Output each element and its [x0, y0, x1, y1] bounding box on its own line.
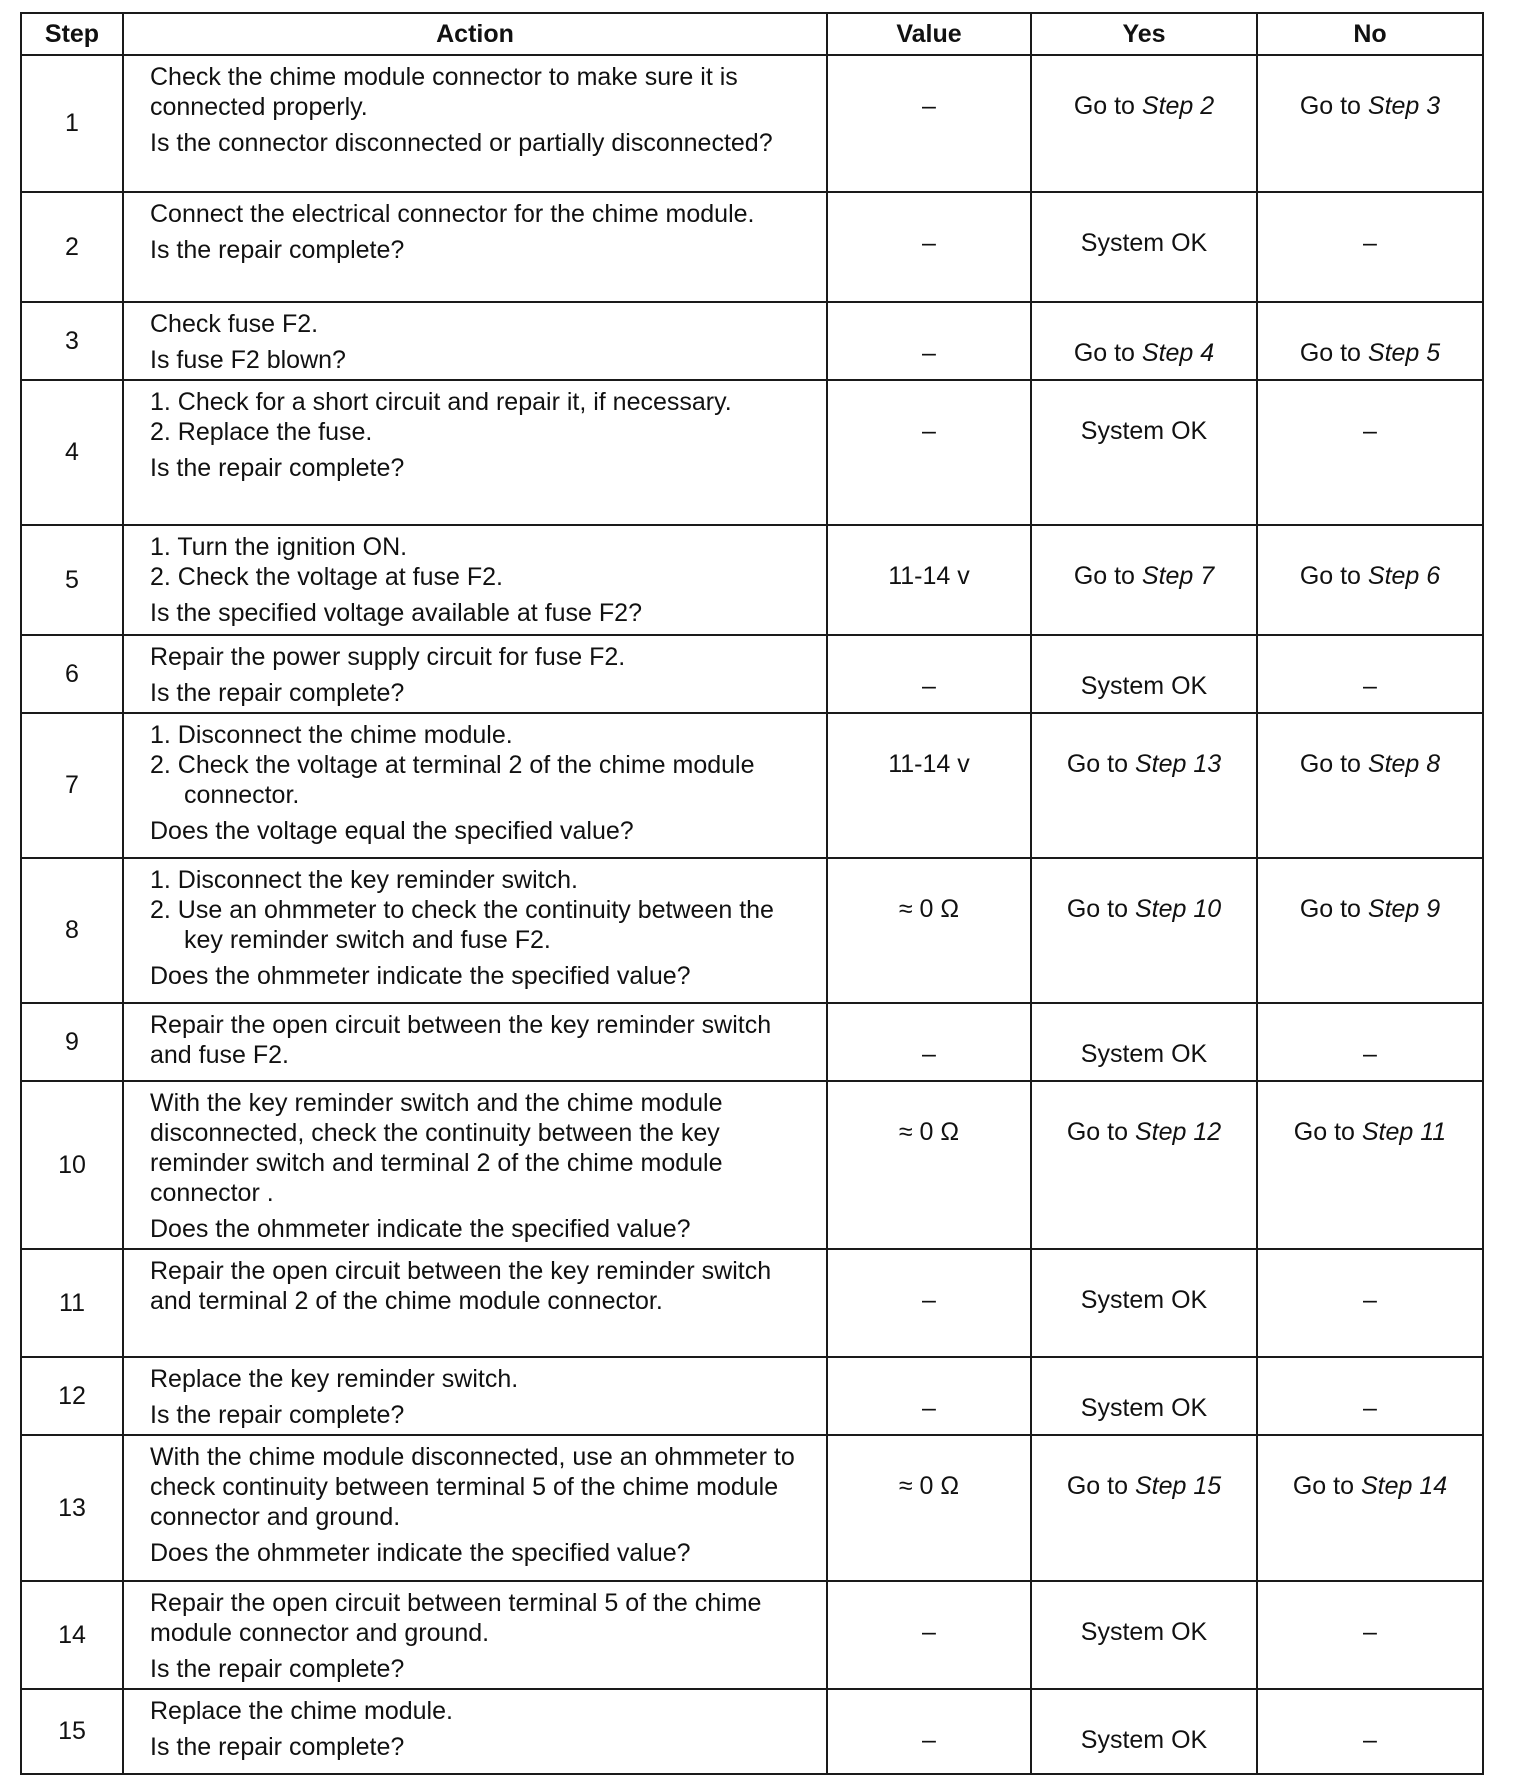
action-instruction: 1. Turn the ignition ON.: [150, 533, 408, 561]
no-cell-top: –: [1363, 1286, 1377, 1314]
action-instruction: Repair the open circuit between the key reminder switch and fuse F2.: [150, 1011, 772, 1069]
table-row: [21, 1081, 1483, 1249]
action-cell: [123, 713, 827, 858]
action-cell: [123, 1081, 827, 1249]
value-cell: [827, 1435, 1031, 1581]
yes-result: Go to: [1066, 1472, 1135, 1500]
value-cell: [827, 1249, 1031, 1357]
no-result: Go to: [1299, 895, 1368, 923]
value-text: –: [922, 1040, 936, 1068]
yes-result: System OK: [1080, 1394, 1208, 1422]
action-cell: [123, 302, 827, 380]
no-result: –: [1363, 1394, 1377, 1422]
value-cell: [827, 1581, 1031, 1689]
value-cell: [827, 1003, 1031, 1081]
yes-result: Go to: [1066, 1118, 1135, 1146]
yes-cell: [1031, 1435, 1257, 1581]
step-number: 12: [21, 1357, 123, 1435]
yes-step-ref: Step 12: [1134, 1118, 1222, 1146]
yes-result: System OK: [1080, 1726, 1208, 1754]
value-cell: [827, 1081, 1031, 1249]
table-row: [21, 1357, 1483, 1435]
yes-cell: [1031, 55, 1257, 192]
no-cell: [1257, 1249, 1483, 1357]
no-cell: [1257, 858, 1483, 1003]
step-number: 9: [21, 1003, 123, 1081]
no-cell: [1257, 1357, 1483, 1435]
value-cell: [827, 1689, 1031, 1774]
yes-step-ref: Step 4: [1141, 339, 1215, 367]
value-cell-top: –: [922, 1618, 936, 1646]
yes-cell: [1031, 380, 1257, 525]
no-result: –: [1363, 1040, 1377, 1068]
yes-result: System OK: [1080, 672, 1208, 700]
header-step: Step: [21, 13, 123, 55]
no-result: Go to: [1292, 1472, 1361, 1500]
action-instruction: Check fuse F2.: [150, 310, 319, 338]
no-cell: [1257, 1581, 1483, 1689]
no-cell: [1257, 713, 1483, 858]
yes-cell: [1031, 713, 1257, 858]
action-cell: [123, 380, 827, 525]
step-number: 7: [21, 713, 123, 858]
step-number: 13: [21, 1435, 123, 1581]
action-instruction: 2. Check the voltage at terminal 2 of the chime module connector.: [150, 751, 755, 809]
yes-step-ref: Step 7: [1141, 562, 1215, 590]
yes-cell: [1031, 858, 1257, 1003]
table-row: [21, 635, 1483, 713]
step-number: 1: [21, 55, 123, 192]
value-cell: [827, 635, 1031, 713]
no-cell-top: –: [1363, 229, 1377, 257]
no-step-ref: Step 3: [1367, 92, 1441, 120]
yes-step-ref: Step 2: [1141, 92, 1215, 120]
yes-result: System OK: [1080, 1040, 1208, 1068]
table-row: [21, 55, 1483, 192]
value-cell-top: –: [922, 1286, 936, 1314]
no-cell: [1257, 635, 1483, 713]
header-yes: Yes: [1031, 13, 1257, 55]
no-result: Go to: [1299, 562, 1368, 590]
yes-step-ref: Step 13: [1134, 750, 1222, 778]
value-cell: [827, 858, 1031, 1003]
action-cell: [123, 635, 827, 713]
yes-result: Go to: [1073, 562, 1142, 590]
table-row: [21, 380, 1483, 525]
value-cell-top: –: [922, 229, 936, 257]
no-result: Go to: [1293, 1118, 1362, 1146]
yes-cell: [1031, 302, 1257, 380]
action-instruction: Repair the power supply circuit for fuse F2.: [150, 643, 626, 671]
value-text: –: [922, 1726, 936, 1754]
table-body: [21, 55, 1483, 1774]
action-question: Does the ohmmeter indicate the specified value?: [150, 962, 691, 990]
action-instruction: With the key reminder switch and the chime module disconnected, check the continuity between the key reminder switch and terminal 2 of the chime module connector .: [150, 1089, 723, 1207]
action-instruction: 2. Use an ohmmeter to check the continuity between the key reminder switch and fuse F2.: [150, 896, 774, 954]
action-instruction: Replace the key reminder switch.: [150, 1365, 519, 1393]
table-row: [21, 713, 1483, 858]
value-cell: [827, 55, 1031, 192]
action-cell: [123, 1581, 827, 1689]
value-cell-top: –: [922, 92, 936, 120]
action-instruction: With the chime module disconnected, use an ohmmeter to check continuity between terminal 5 of the chime module connector and ground.: [150, 1443, 795, 1531]
step-number: 3: [21, 302, 123, 380]
action-cell: [123, 1003, 827, 1081]
header-action: Action: [123, 13, 827, 55]
header-row: [21, 13, 1483, 55]
no-cell: [1257, 302, 1483, 380]
yes-result: System OK: [1080, 229, 1208, 257]
action-question: Is the repair complete?: [150, 236, 405, 264]
table-row: [21, 192, 1483, 302]
action-instruction: 1. Disconnect the chime module.: [150, 721, 513, 749]
value-cell: [827, 192, 1031, 302]
yes-result: Go to: [1066, 750, 1135, 778]
step-number: 2: [21, 192, 123, 302]
no-step-ref: Step 6: [1367, 562, 1441, 590]
action-instruction: Check the chime module connector to make sure it is connected properly.: [150, 63, 738, 121]
action-question: Is the repair complete?: [150, 1655, 405, 1683]
value-cell: [827, 380, 1031, 525]
yes-cell: [1031, 1689, 1257, 1774]
no-cell: [1257, 55, 1483, 192]
action-cell: [123, 1249, 827, 1357]
step-number: 15: [21, 1689, 123, 1774]
yes-result: System OK: [1080, 1286, 1208, 1314]
header-no: No: [1257, 13, 1483, 55]
yes-result: System OK: [1080, 417, 1208, 445]
value-text: 11-14 v: [888, 750, 970, 778]
step-number: 11: [21, 1249, 123, 1357]
no-step-ref: Step 5: [1367, 339, 1441, 367]
value-text: ≈ 0 Ω: [898, 895, 960, 923]
action-question: Is the specified voltage available at fuse F2?: [150, 599, 642, 627]
step-number: 10: [21, 1081, 123, 1249]
value-text: –: [922, 672, 936, 700]
value-text: ≈ 0 Ω: [898, 1472, 960, 1500]
no-step-ref: Step 11: [1361, 1118, 1447, 1146]
action-cell: [123, 1357, 827, 1435]
action-cell: [123, 192, 827, 302]
table-row: [21, 1689, 1483, 1774]
action-instruction: 1. Check for a short circuit and repair it, if necessary.: [150, 388, 732, 416]
no-result: –: [1363, 1726, 1377, 1754]
no-cell: [1257, 380, 1483, 525]
no-result: Go to: [1299, 92, 1368, 120]
action-question: Is the repair complete?: [150, 1733, 405, 1761]
action-instruction: 2. Replace the fuse.: [150, 418, 373, 446]
action-instruction: 1. Disconnect the key reminder switch.: [150, 866, 578, 894]
action-question: Does the ohmmeter indicate the specified value?: [150, 1215, 691, 1243]
value-text: ≈ 0 Ω: [898, 1118, 960, 1146]
action-instruction: Connect the electrical connector for the chime module.: [150, 200, 755, 228]
action-question: Is fuse F2 blown?: [150, 346, 346, 374]
yes-step-ref: Step 10: [1134, 895, 1222, 923]
yes-cell: [1031, 1081, 1257, 1249]
no-step-ref: Step 8: [1367, 750, 1441, 778]
table-row: [21, 1435, 1483, 1581]
table-row: [21, 1249, 1483, 1357]
yes-result: Go to: [1073, 339, 1142, 367]
step-number: 5: [21, 525, 123, 635]
action-question: Is the repair complete?: [150, 1401, 405, 1429]
action-cell: [123, 1435, 827, 1581]
action-question: Is the repair complete?: [150, 679, 405, 707]
yes-cell: [1031, 1581, 1257, 1689]
action-cell: [123, 858, 827, 1003]
no-cell: [1257, 1435, 1483, 1581]
no-cell-top: –: [1363, 1618, 1377, 1646]
yes-cell: [1031, 192, 1257, 302]
yes-result: System OK: [1080, 1618, 1208, 1646]
table-row: [21, 302, 1483, 380]
step-number: 14: [21, 1581, 123, 1689]
table-row: [21, 1581, 1483, 1689]
action-question: Is the repair complete?: [150, 454, 405, 482]
no-cell: [1257, 192, 1483, 302]
value-text: –: [922, 339, 936, 367]
value-cell: [827, 1357, 1031, 1435]
step-number: 6: [21, 635, 123, 713]
value-cell-top: –: [922, 1394, 936, 1422]
value-cell: [827, 525, 1031, 635]
yes-cell: [1031, 635, 1257, 713]
yes-cell: [1031, 1003, 1257, 1081]
action-cell: [123, 55, 827, 192]
step-number: 4: [21, 380, 123, 525]
action-cell: [123, 525, 827, 635]
table-row: [21, 858, 1483, 1003]
action-question: Does the voltage equal the specified value?: [150, 817, 634, 845]
no-cell-top: –: [1363, 417, 1377, 445]
step-number: 8: [21, 858, 123, 1003]
no-step-ref: Step 9: [1367, 895, 1441, 923]
diagnostic-table: [20, 12, 1484, 1775]
no-result: –: [1363, 672, 1377, 700]
table-row: [21, 1003, 1483, 1081]
value-text: 11-14 v: [888, 562, 970, 590]
action-instruction: 2. Check the voltage at fuse F2.: [150, 563, 503, 591]
no-cell: [1257, 525, 1483, 635]
yes-result: Go to: [1073, 92, 1142, 120]
value-cell-top: –: [922, 417, 936, 445]
value-cell: [827, 302, 1031, 380]
yes-result: Go to: [1066, 895, 1135, 923]
action-instruction: Repair the open circuit between the key reminder switch and terminal 2 of the chime module connector.: [150, 1257, 772, 1315]
action-question: Does the ohmmeter indicate the specified value?: [150, 1539, 691, 1567]
no-step-ref: Step 14: [1360, 1472, 1448, 1500]
no-result: Go to: [1299, 750, 1368, 778]
action-instruction: Repair the open circuit between terminal 5 of the chime module connector and ground.: [150, 1589, 762, 1647]
no-cell: [1257, 1689, 1483, 1774]
no-result: Go to: [1299, 339, 1368, 367]
header-value: Value: [827, 13, 1031, 55]
no-cell: [1257, 1081, 1483, 1249]
yes-cell: [1031, 1249, 1257, 1357]
yes-cell: [1031, 525, 1257, 635]
value-cell: [827, 713, 1031, 858]
table-row: [21, 525, 1483, 635]
yes-cell: [1031, 1357, 1257, 1435]
action-cell: [123, 1689, 827, 1774]
action-question: Is the connector disconnected or partially disconnected?: [150, 129, 773, 157]
action-instruction: Replace the chime module.: [150, 1697, 453, 1725]
no-cell: [1257, 1003, 1483, 1081]
yes-step-ref: Step 15: [1134, 1472, 1222, 1500]
